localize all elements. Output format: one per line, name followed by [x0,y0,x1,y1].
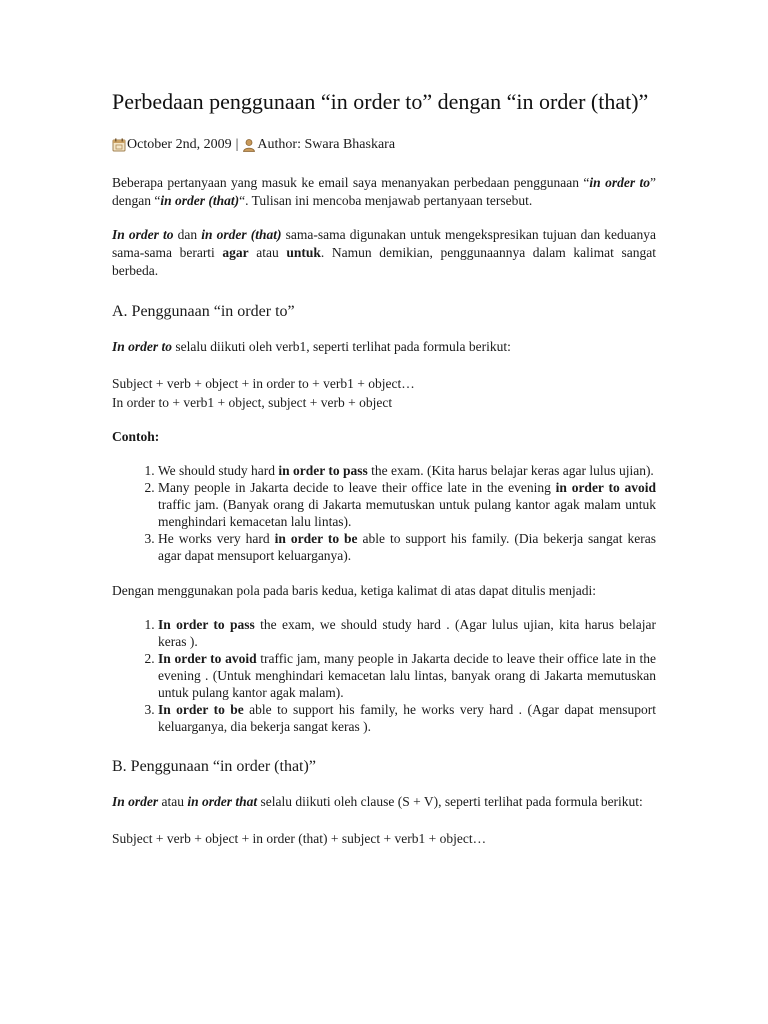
para-text: . Namun demikian, penggunaannya dalam kalimat sangat berbeda. [112,245,656,278]
item-text: traffic jam, many people in Jakarta decide to leave their office late in the evening . (Untuk menghindari kemacetan lalu lintas, banyak orang di Jakarta memutuskan untuk pulang kantor agak malam). [158,651,656,700]
item-text: He works very hard [158,531,275,546]
item-term: In order to avoid [158,651,257,666]
item-term: In order to pass [158,617,255,632]
author-prefix: Author: [257,137,301,152]
item-text: able to support his family. (Dia bekerja sangat keras agar dapat mensuport keluarganya). [158,531,656,563]
post-date: October 2nd, 2009 [127,137,232,152]
lead-text: selalu diikuti oleh clause (S + V), seperti terlihat pada formula berikut: [257,794,643,809]
formula-line-1: Subject + verb + object + in order to + verb1 + object… [112,376,415,391]
item-term: in order to pass [278,463,368,478]
rewrites-list [112,616,656,735]
item-term: in order to avoid [555,480,656,495]
para-text: dan [173,227,202,242]
item-term: In order to be [158,702,244,717]
user-icon [242,138,256,152]
post-meta [112,136,656,154]
lead-text: atau [158,794,188,809]
formula-line-1: Subject + verb + object + in order (that) + subject + verb1 + object… [112,831,487,846]
intro-text: ” dengan “ [112,175,656,208]
item-text: We should study hard [158,463,279,478]
section-b-lead [112,793,656,811]
item-text: the exam. (Kita harus belajar keras agar lulus ujian). [367,463,654,478]
lead-term: In order to [112,339,173,354]
intro-text: “. Tulisan ini mencoba menjawab pertanyaan tersebut. [239,193,533,208]
list-item [158,530,656,564]
formula-block-a [112,374,656,412]
rewrite-intro: Dengan menggunakan pola pada baris kedua, ketiga kalimat di atas dapat ditulis menjadi: [112,583,596,598]
list-item [158,479,656,530]
word-untuk: untuk [286,245,321,260]
list-item [158,462,656,479]
page-title: Perbedaan penggunaan “in order to” dengan “in order (that)” [112,89,649,114]
item-text: Many people in Jakarta decide to leave their office late in the evening [158,480,556,495]
word-agar: agar [222,245,249,260]
section-a-heading: A. Penggunaan “in order to” [112,303,295,320]
intro-term-2: in order (that) [160,193,240,208]
item-term: in order to be [274,531,358,546]
term-in-order-that: in order (that) [201,227,282,242]
formula-line-2: In order to + verb1 + object, subject + verb + object [112,395,393,410]
intro-term-1: in order to [589,175,650,190]
para-text: atau [248,245,287,260]
list-item [158,616,656,650]
author-name: Swara Bhaskara [304,137,396,152]
section-b-heading: B. Penggunaan “in order (that)” [112,758,316,775]
item-text: traffic jam. (Banyak orang di Jakarta memutuskan untuk pulang kantor agak malam untuk menghindari kemacetan lalu lintas). [158,497,656,529]
term-in-order: In order [112,794,159,809]
lead-text: selalu diikuti oleh verb1, seperti terlihat pada formula berikut: [172,339,511,354]
calendar-icon [112,138,126,152]
para-text: sama-sama digunakan untuk mengekspresikan tujuan dan keduanya sama-sama berarti [112,227,656,260]
intro-text: Beberapa pertanyaan yang masuk ke email saya menanyakan perbedaan penggunaan “ [112,175,590,190]
item-text: able to support his family, he works very hard . (Agar dapat mensuport keluarganya, dia bekerja sangat keras ). [158,702,657,734]
item-text: the exam, we should study hard . (Agar lulus ujian, kita harus belajar keras ). [158,617,657,649]
examples-list [112,462,656,564]
meta-separator: | [235,137,239,152]
term-in-order-that: in order that [187,794,258,809]
term-in-order-to: In order to [112,227,174,242]
contoh-label: Contoh: [112,429,160,444]
list-item [158,701,656,735]
list-item [158,650,656,701]
formula-block-b [112,829,656,848]
section-a-lead [112,338,656,356]
definition-paragraph [112,226,656,280]
intro-paragraph [112,174,656,210]
